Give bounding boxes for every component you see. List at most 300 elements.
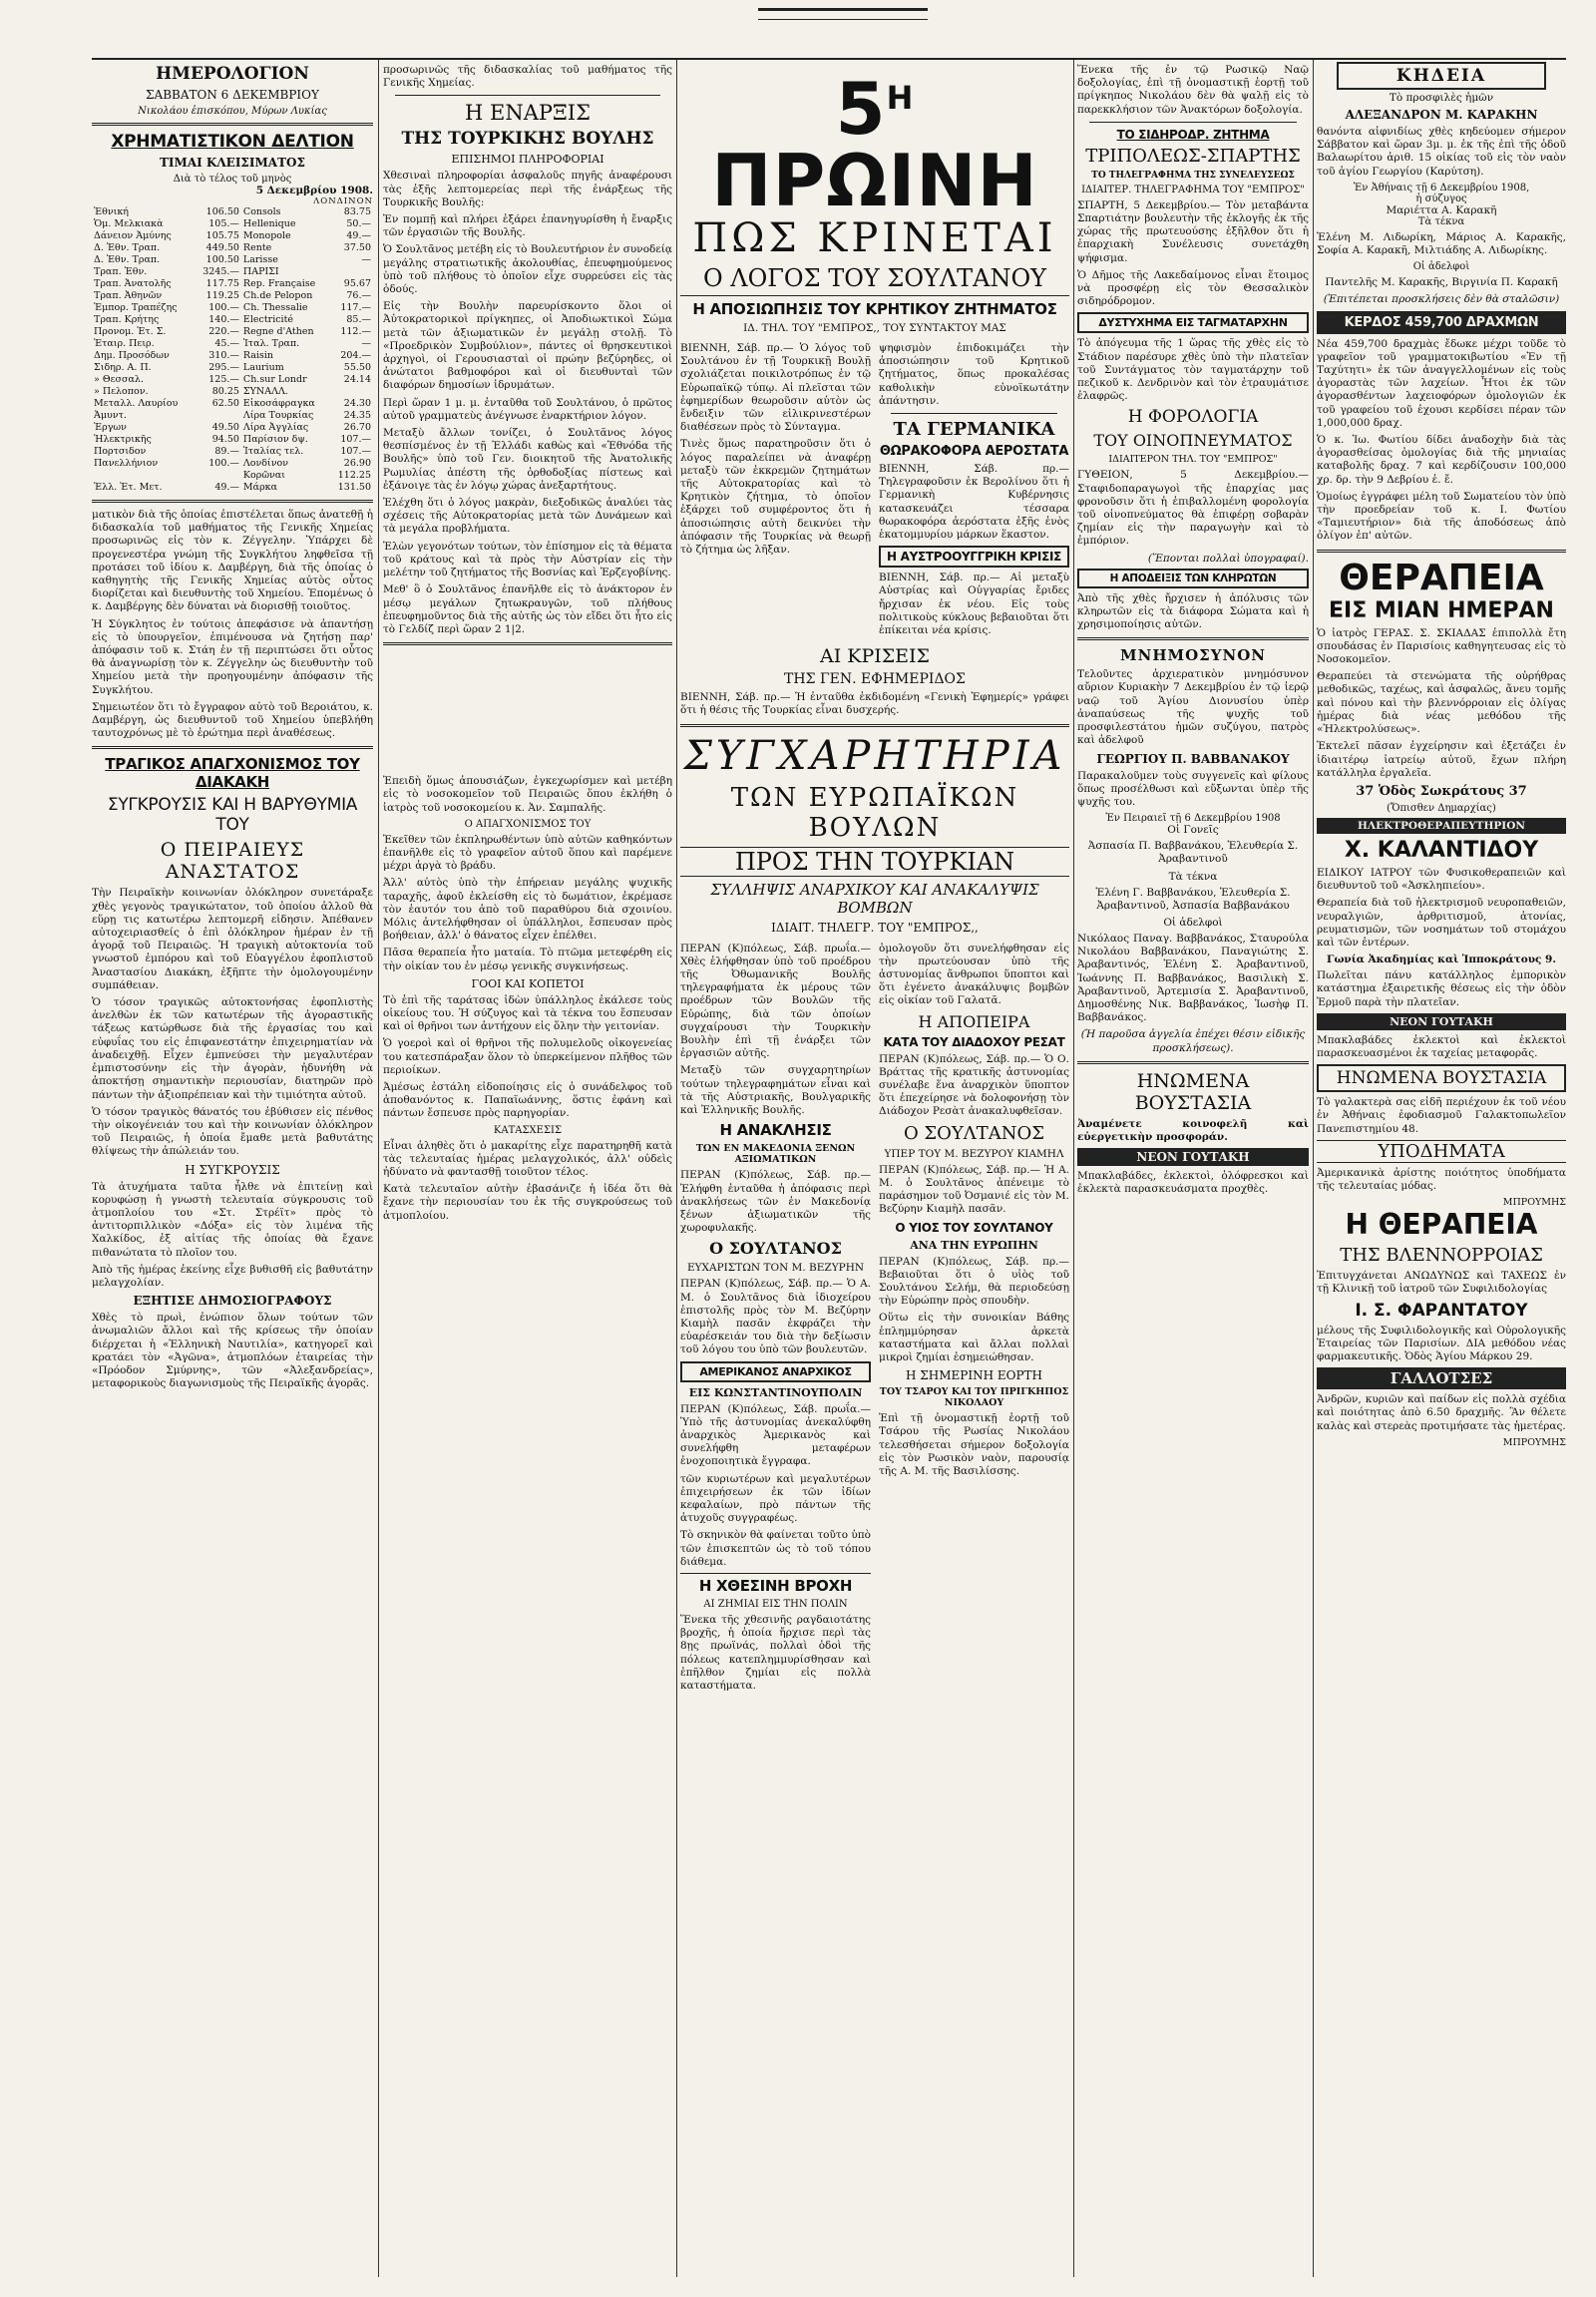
column-3: [680, 60, 1069, 2277]
rate-value: 295.—: [208, 362, 239, 373]
article-text: ΒΙΕΝΝΗ, Σάβ. πρ.— Τηλεγραφοῦσιν ἐκ Βερολίνου ὅτι ἡ Γερμανικὴ Κυβέρνησις κατασκευάζει τέσσαρα θωρακοφόρα ἀερόστατα ἑξῆς ἑνὸς ἑκατομμυρίου μάρκων ἕκαστον.: [879, 463, 1069, 542]
rate-value: 449.50: [205, 242, 239, 253]
rates-row: [92, 242, 373, 254]
rate-label: Ὁμ. Μελκιακὰ: [94, 218, 164, 229]
rates-row: [92, 362, 373, 374]
rates-row: [92, 398, 373, 410]
rates-row: [92, 206, 373, 218]
article-text: Ὁ τόσον τραγικὸς θάνατός του ἐβύθισεν εἰς πένθος τὴν οἰκογένειάν του καὶ τὴν κοινωνίαν ὁλόκληρον τοῦ Πειραιῶς, ἡ ὁποία ἔμαθε μετὰ βαθυτάτης θλίψεως τὴν ἀπώλειάν του.: [92, 1105, 373, 1158]
rate-value: [195, 470, 241, 482]
rates-row: [92, 290, 373, 302]
headline-how-judged: ΠΩΣ ΚΡΙΝΕΤΑΙ: [692, 215, 1057, 261]
article-text: Ὁ γοεροὶ καὶ οἱ θρῆνοι τῆς πολυμελοῦς οἰκογενείας του κατεσπάραξαν ὅλον τὸ ὑπερκείμενον πλῆθος τῶν περιοίκων.: [383, 1037, 672, 1076]
column-5: [1317, 60, 1566, 2277]
edition-suffix: Η: [886, 79, 915, 117]
article-text: Ὁ Σουλτᾶνος μετέβη εἰς τὸ Βουλευτήριον ἐν συνοδείᾳ μεγάλης στρατιωτικῆς ἀκολουθίας, ἐπευφημούμενος ὑπὸ τοῦ πλήθους τὸ ὁποῖον εἶχε συρρεύσει εἰς τὰς ὁδούς.: [383, 243, 672, 296]
rate-value: 85.—: [346, 314, 371, 325]
rate-value: 112.25: [337, 470, 371, 481]
headline-shoes: ΥΠΟΔΗΜΑΤΑ: [1317, 1140, 1566, 1163]
shoes-signature: ΜΠΡΟΥΜΗΣ: [1502, 1197, 1566, 1209]
article-text: ΠΕΡΑΝ (Κ)πόλεως, Σάβ. πρ.— Ὁ Α. Μ. ὁ Σουλτᾶνος διὰ ἰδιοχείρου ἐπιστολῆς πρὸς τὸν Μ. Βεζύρην Κιαμὴλ πασᾶν ἐκφράζει τὴν εὐαρέσκειάν του διὰ τὴν δεξίωσιν τοῦ λόγου του ὑπὸ τῶν βουλευτῶν.: [680, 1278, 871, 1356]
rates-row: [92, 326, 373, 338]
headline-kalantidou: Χ. ΚΑΛΑΝΤΙΔΟΥ: [1344, 837, 1539, 863]
cure-address: 37 Ὁδὸς Σωκράτους 37: [1356, 783, 1527, 799]
article-text: Ὁμοίως ἐγγράφει μέλη τοῦ Σωματείου τὸν ὑπὸ τὴν προεδρείαν τοῦ κ. Ι. Φωτίου «Ταμιευτήριον» διὰ τῆς ἀποδόσεως ἀπὸ ὀλίγον ἐπ' αὐτῶν.: [1317, 490, 1566, 543]
article-text: ὁμολογοῦν ὅτι συνελήφθησαν εἰς τὴν πρωτεύουσαν ὑπὸ τῆς ἀστυνομίας ἄνθρωποι ὕποπτοι καὶ ὅτι ἐγένετο ἀνακάλυψις βομβῶν εἰς οἰκίαν τοῦ Γαλατᾶ.: [879, 942, 1069, 1007]
article-text: Ἕνεκα τῆς ἐν τῷ Ρωσικῷ Ναῷ δοξολογίας, ἐπὶ τῇ ὀνομαστικῇ ἑορτῇ τοῦ πρίγκηπος Νικολάου δὲν θὰ ψαλῇ εἰς τὸ παρεκκλήσιον τῶν Ἀνακτόρων δοξολογία.: [1077, 64, 1309, 116]
subhead-kiamil: ΥΠΕΡ ΤΟΥ Μ. ΒΕΖΥΡΟΥ ΚΙΑΜΗΛ: [884, 1147, 1064, 1160]
divider: [1089, 122, 1297, 123]
article-text: Μεθ' ὃ ὁ Σουλτᾶνος ἐπανῆλθε εἰς τὸ ἀνάκτορον ἐν μέσῳ μεγάλων ζητωκραυγῶν, τοῦ πλήθους ἐπευφημοῦντος διὰ τῆς αὐτῆς ὡς τὸν εἴδει ὅτι ἦτο εἰς τὸ Γελδίζ περὶ ὥραν 2 1|2.: [383, 583, 672, 635]
headline-german: ΤΑ ΓΕΡΜΑΝΙΚΑ: [893, 419, 1055, 441]
article-text: Τὸ ἀπόγευμα τῆς 1 ὥρας τῆς χθὲς εἰς τὸ Στάδιον παρέσυρε χθὲς ὑπὸ τὴν πλατεῖαν τοῦ Συντάγματος τὸν ταγματάρχην τοῦ πεζικοῦ κ. Δενδρινὸν καὶ τὸν ἐτραυμάτισε ἐλαφρῶς.: [1077, 337, 1309, 403]
article-text: Νέα 459,700 δραχμὰς ἔδωκε μέχρι τοῦδε τὸ γραφεῖον τοῦ γραμματοκιβωτίου «Ἐν τῇ Ταχύτητι» ἐκ τῶν ἀναγγελλομένων εἰς τοὺς ἀγοραστὰς τῶν λαχείων. Ἦτοι ἐκ τῶν ἀγορασθέντων λαχειοφόρων ὁμολογιῶν ἐκ τοῦ γραφείου τοῦ ἐχουσι κερδίσει πέραν τῶν 1,000,000 δραχ.: [1317, 337, 1566, 429]
rate-value: 220.—: [208, 326, 239, 337]
rate-label: Rente: [242, 242, 272, 253]
article-text: Ἐλὼν γεγονότων τούτων, τὸν ἐπίσημον εἰς τὰ θέματα τοῦ κράτους καὶ τὰ πρὸς τὴν Αὐστρίαν εἰς τὴν μελέτην τοῦ ζητήματος τῆς Βοσνίας καὶ Ἐρζεγοβίνης.: [383, 540, 672, 579]
rates-table: [92, 206, 373, 494]
article-text: Παρακαλοῦμεν τοὺς συγγενεῖς καὶ φίλους ὅπως προσέλθωσι καὶ εὔξωνται ὑπὲρ τῆς ψυχῆς του.: [1077, 769, 1309, 808]
spacer: [383, 651, 672, 771]
memorial-name: ΓΕΩΡΓΙΟΥ Π. ΒΑΒΒΑΝΑΚΟΥ: [1096, 751, 1290, 766]
rates-row: [92, 434, 373, 446]
rate-value: 62.50: [211, 398, 239, 409]
telegram-credit-3: ΙΔΙΑΙΤΕΡ. ΤΗΛΕΓΡΑΦΗΜΑ ΤΟΥ "ΕΜΠΡΟΣ": [1081, 184, 1305, 195]
divider: [1317, 550, 1566, 553]
article-text: Τὰ ἀτυχήματα ταῦτα ἦλθε νὰ ἐπιτείνῃ καὶ κορυφώσῃ ἡ γνωστὴ τελευταία σύγκρουσις τοῦ ἀτμοπλοίου του «Στ. Στρέϊτ» πρὸς τὸ ἀντιτορπιλλικὸν «Δόξα» εἰς τὸν λιμένα τῆς Χαλκίδος, ἐξ αἰτίας τῆς ὁποίας θὰ ἔχανε πιθανώτατα τὸ πλοῖον του.: [92, 1180, 373, 1259]
article-text: Χθὲς τὸ πρωὶ, ἐνώπιον ὅλων τούτων τῶν ἀνωμαλιῶν ἄλλοι καὶ τῆς κρίσεως τῆν ὁποίαν διέρχεται ἡ «Ἑλληνικὴ Ναυτιλία», κατηγορεῖ καὶ κρατάει τὸν «Ἀγῶνα», ἀτμοπλόων ἐταιρείας τὴν «Πρόοδον Σμύρνης», τῶν «Ἀλεξανδρείας», μεταφορικοὺς διαγωνισμοὺς τῆς Πειραϊκῆς ἀγορᾶς.: [92, 1312, 373, 1390]
article-text: Ἐπὶ τῇ ὀνομαστικῇ ἑορτῇ τοῦ Τσάρου τῆς Ρωσίας Νικολάου τελεσθήσεται σήμερον δοξολογία εἰς τὸν Ρωσικὸν ναὸν, παρουσίᾳ τῆς Α. Μ. τῆς Βασιλίσσης.: [879, 1412, 1069, 1477]
rate-label: Ἀμυντ.: [94, 410, 127, 421]
column-rule: [1073, 60, 1074, 2277]
rate-label: Hellenique: [242, 218, 296, 229]
headline-piraeus: Ο ΠΕΙΡΑΙΕΥΣ ΑΝΑΣΤΑΤΟΣ: [160, 839, 305, 884]
article-text: ΓΥΘΕΙΟΝ, 5 Δεκεμβρίου.— Σταφιδοπαραγωγοὶ τῆς ἐπαρχίας μας φρονοῦσιν ὅτι ἡ ἐπιβαλλομένη φορολογία τοῦ οἰνοπνεύματος θὰ ἐπιφέρῃ σοβαρὰν ζημίαν εἰς τὴν παραγωγὴν καὶ τὸ ἐμπόριον.: [1077, 469, 1309, 548]
rates-row: [92, 338, 373, 350]
rate-label: Τραπ. Ἀθηνῶν: [94, 290, 163, 301]
headline-tax: Η ΦΟΡΟΛΟΓΙΑ: [1127, 407, 1259, 428]
article-text: Μπακλαβάδες ἐκλεκτοὶ καὶ ἐκλεκτοὶ παρασκευασμένοι ἐκ ταχείας μεταφορᾶς.: [1317, 1033, 1566, 1059]
funeral-date: Ἐν Ἀθήναις τῇ 6 Δεκεμβρίου 1908,: [1353, 182, 1530, 193]
article-text: Ἀπὸ τῆς χθὲς ἤρχισεν ἡ ἀπόλυσις τῶν κληρωτῶν εἰς τὰ διάφορα Σώματα καὶ ἡ χρησιμοποίησις αὐτῶν.: [1077, 591, 1309, 631]
rate-value: 95.67: [343, 278, 371, 289]
article-text: ΠΕΡΑΝ (Κ)πόλεως, Σάβ. πρ.— Ἐλήφθη ἐνταῦθα ἡ ἀπόφασις περὶ ἀνακλήσεως τῶν ἐν Μακεδονίᾳ ξένων ἀξιωματικῶν τῆς χωροφυλακῆς.: [680, 1169, 871, 1235]
article-text: Τὸ γαλακτερὰ σας εἰδῆ περιέχουν ἐκ τοῦ νέου ἐν Ἀθήναις ἐφοδιασμοῦ Γαλακτοπωλεῖον Πανεπιστημίου 48.: [1317, 1096, 1566, 1135]
rate-label: Εἰκοσάφραγκα: [242, 398, 315, 409]
article-text: ΕΙΔΙΚΟΥ ΙΑΤΡΟΥ τῶν Φυσικοθεραπειῶν καὶ διευθυντοῦ τοῦ «Ἀσκληπιείου».: [1317, 866, 1566, 893]
article-text: Παντελῆς Μ. Καρακῆς, Βιργινία Π. Καρακῆ: [1325, 276, 1558, 289]
rate-label: Δάνειον Ἀμύνης: [94, 230, 172, 241]
article-text: Ἑλένη Γ. Βαββανάκου, Ἐλευθερία Σ. Ἀραβαντινοῦ, Ἀσπασία Βαββανάκου: [1095, 886, 1291, 912]
headline-european-parliaments: ΤΩΝ ΕΥΡΩΠΑΪΚΩΝ ΒΟΥΛΩΝ: [730, 782, 1019, 843]
market-london-head: ΛΟΝΔΙΝΟΝ: [313, 196, 373, 206]
headline-recall: Η ΑΝΑΚΛΗΣΙΣ: [719, 1121, 832, 1140]
rate-label: Λίρα Τουρκίας: [242, 410, 314, 421]
divider: [680, 724, 1069, 727]
article-text: Κατὰ τελευταῖον αὐτὴν ἐβασάνιζε ἡ ἰδέα ὅτι θὰ ἔχανε τὴν περιουσίαν του ἐκ τῆς συγκρούσεως τοῦ ἀτμοπλοίου.: [383, 1183, 672, 1222]
article-text: Τὴν Πειραϊκὴν κοινωνίαν ὁλόκληρον συνετάραξε χθὲς γεγονὸς τραγικώτατον, τοῦ ὁποίου ἀλλοῦ θὰ εὕρῃ τις κατωτέρω λεπτομερῆ εἰδησιν. Ἀπέθανεν αὐτοχειριασθείς ὁ ἐπὶ ὁλόκληρον ἡμέραν ἐν τῇ ἀγορᾷ τοῦ Πειραιῶς. Ἡ τραγικὴ αὐτοκτονία τοῦ γνωστοῦ ἐμπόρου καὶ τοῦ Εὐαγγέλου ἐφοπλιστοῦ Ἀναστασίου Διακάκη, ἐξῆπτε τὴν ὁμολογουμένην συμπάθειαν.: [92, 887, 373, 991]
article-text: Ἡ Σύγκλητος ἐν τούτοις ἀπεφάσισε νὰ ἀπαντήσῃ εἰς τὸ ὑπουργεῖον, ἐπιμένουσα νὰ ζητήσῃ παρ' ἀπόφασιν τοῦ κ. Στάη ἐν τῇ περιπτώσει ὅτι οὗτος θὰ ἀναγνωρίσῃ τὸν κ. Ζέγγελην ὡς διευθυντὴν τοῦ Χημείου μετὰ τὴν προηγουμένην ἀπόφασιν τῆς Συγκλήτου.: [92, 617, 373, 696]
article-text: Ἕνεκα τῆς χθεσινῆς ραγδαιοτάτης βροχῆς, ἡ ὁποία ἤρχισε περὶ τὰς 8ῃς πρωϊνάς, πολλαὶ ὁδοὶ τῆς πόλεως κατεπλημμυρίσθησαν καὶ ἐπῆλθον ζημίαι εἰς πολλὰ καταστήματα.: [680, 1613, 871, 1692]
article-text: Ἐν πομπῇ καὶ πλήρει ἐξάρει ἐπανηγυρίσθη ἡ ἔναρξις τῶν ἐργασιῶν τῆς Βουλῆς.: [383, 213, 672, 239]
subhead-recall: ΤΩΝ ΕΝ ΜΑΚΕΔΟΝΙΑ ΞΕΝΩΝ ΑΞΙΩΜΑΤΙΚΩΝ: [695, 1143, 856, 1166]
electrotherapy-address: Γωνία Ἀκαδημίας καὶ Ἱπποκράτους 9.: [1326, 954, 1557, 966]
almanac-title: ΗΜΕΡΟΛΟΓΙΟΝ: [156, 64, 309, 84]
rate-value: 117.75: [205, 278, 239, 289]
rate-label: Προνομ. Ἐτ. Σ.: [94, 326, 167, 337]
rate-label: Λίρα Ἀγγλίας: [242, 422, 309, 433]
rate-label: Κορῶναι: [242, 470, 285, 481]
article-text: Τὸ σκηνικὸν θὰ φαίνεται τοῦτο ὑπὸ τῶν ἐπισκεπτῶν ὡς τὸ τοῦ τόπου διάθεμα.: [680, 1529, 871, 1568]
rate-value: 100.—: [208, 458, 239, 469]
column-rule: [1313, 60, 1314, 2277]
rates-row: [92, 302, 373, 314]
article-text: Χθεσιναὶ πληροφορίαι ἀσφαλοῦς πηγῆς ἀναφέρουσι τὰς ἑξῆς λεπτομερείας περὶ τῆς ἐνάρξεως τῆς Τουρκικῆς Βουλῆς:: [383, 170, 672, 208]
article-text: Πωλεῖται πάνυ κατάλληλος ἐμπορικὸν κατάστημα ἐξαιρετικῆς θέσεως εἰς τὴν ὁδὸν Ἑρμοῦ παρὰ τὴν πλατεῖαν.: [1317, 969, 1566, 1008]
subhead-journalists: ΕΞΗΤΙΣΕ ΔΗΜΟΣΙΟΓΡΑΦΟΥΣ: [133, 1294, 332, 1309]
rate-value: —: [361, 254, 371, 265]
headline-cure: ΘΕΡΑΠΕΙΑ: [1339, 557, 1544, 598]
subhead-damage: ΑΙ ΖΗΜΙΑΙ ΕΙΣ ΤΗΝ ΠΟΛΙΝ: [703, 1598, 848, 1610]
divider: [92, 500, 373, 503]
rate-label: Ἐργων: [94, 422, 127, 433]
headline-start: Η ΕΝΑΡΞΙΣ: [465, 101, 591, 126]
rate-label: ΣΥΝΑΛΛ.: [242, 386, 288, 397]
article-text: Ἀπὸ τῆς ἡμέρας ἐκείνης εἶχε βυθισθῆ εἰς βαθυτάτην μελαγχολίαν.: [92, 1263, 373, 1289]
article-text: Μπακλαβάδες, ἐκλεκτοὶ, ὁλόφρεσκοι καὶ ἐκλεκτὰ παρασκευάσματα προχθὲς.: [1077, 1170, 1309, 1196]
subhead-hanging: Ο ΑΠΑΓΧΟΝΙΣΜΟΣ ΤΟΥ: [464, 818, 592, 830]
article-text: ΒΙΕΝΝΗ, Σάβ. πρ.— Αἱ μεταξὺ Αὐστρίας καὶ Οὐγγαρίας ἔριδες ἤρχισαν ἐκ νέου. Εἰς τοὺς πολιτικοὺς κύκλους βεβαιοῦται ὅτι ἐπίκειται νέα κρίσις.: [879, 572, 1069, 637]
article-text: Ὁ τόσον τραγικῶς αὐτοκτονήσας ἐφοπλιστὴς ἀνελθὼν ἐκ τῶν κατωτέρων τῆς ἀγοραστικῆς τάξεως κατώρθωσε διὰ τῆς ἐργασίας του καὶ εὐφυΐας του εἰς ἐπιφανεστάτην ἐπιχειρηματίαν νὰ ἀναδειχθῇ. Εἶχεν ἐμπνεύσει τὴν μεγαλυτέραν ἐμπιστοσύνην εἰς τὴν ἀγορὰν, ἠδυνήθη νὰ ἀποκτήσῃ σημαντικὴν περιουσίαν, διατηρῶν πρὸ πάντων τὴν ἀξιοπρέπειαν καὶ τὴν τιμιότητα αὐτοῦ.: [92, 996, 373, 1101]
article-text: Τινὲς ὅμως παρατηροῦσιν ὅτι ὁ λόγος παραλείπει νὰ ἀναφέρῃ μεταξὺ τῶν ἐκκρεμῶν ζητημάτων τῆς Αὐτοκρατορίας καὶ τὸ Κρητικὸν ζήτημα, τὸ ὁποῖον ἐξάρχει τοῦ συμφέροντος ὅτι ἡ ἀποσιώπησις αὐτὴ δεικνύει τὴν ἀπόφασιν τῆς Τουρκίας νὰ θεωρῇ τὸ ζήτημα ὡς λῆξαν.: [680, 438, 871, 557]
rate-value: 100.—: [208, 302, 239, 313]
rate-label: Λονδίνον: [242, 458, 288, 469]
rates-row: [92, 458, 373, 470]
column-1: [92, 60, 373, 2277]
rate-value: 83.75: [343, 206, 371, 217]
rate-label: Ἠλεκτρικῆς: [94, 434, 152, 445]
article-text: ΠΕΡΑΝ (Κ)πόλεως, Σάβ. πρωΐα.— Χθὲς ἐλήφθησαν ὑπὸ τοῦ προέδρου τῆς Ὀθωμανικῆς Βουλῆς τηλεγραφήματα ἐκ μέρους τῶν προέδρων τῶν Βουλῶν τῆς Εὐρώπης, διὰ τῶν ὁποίων συγχαίρουσι τὴν Τουρκικὴν Βουλὴν ἐπὶ τῇ ἐνάρξει τῶν ἐργασιῶν αὐτῆς.: [680, 942, 871, 1060]
headline-sultan-son: Ο ΥΙΟΣ ΤΟΥ ΣΟΥΛΤΑΝΟΥ: [895, 1220, 1053, 1235]
rate-value: 89.—: [214, 446, 239, 457]
rate-label: Consols: [242, 206, 281, 217]
rate-label: Ch.sur Londr: [242, 374, 307, 385]
rate-value: 24.14: [343, 374, 371, 385]
rate-value: 106.50: [205, 206, 239, 217]
article-text: Πᾶσα θεραπεία ἦτο ματαία. Τὸ πτῶμα μετεφέρθη εἰς τὴν οἰκίαν του ἐν μέσῳ γενικῆς συγκινήσεως.: [383, 947, 672, 972]
rate-label: Παρίσιον δψ.: [242, 434, 308, 445]
rate-label: Τραπ. Ἐθν.: [94, 266, 148, 277]
almanac-saint: Νικολάου ἐπισκόπου, Μύρων Λυκίας: [138, 106, 327, 117]
article-text: Μεταξὺ ἄλλων τονίζει, ὁ Σουλτᾶνος λόγος θεσπίσμένος ἐν τῇ Ἐλλάδι καθὼς καὶ «Ἐθνόδα τῆς Βουλῆς» ὑπὸ τοῦ Γεν. διοικητοῦ τῆς Ἀνατολικῆς Ρωμυλίας ἀπέστη τῆς ὀρθοδοξίας πίστεως καὶ ἐξάνοιγε τὰς ἐν λόγῳ χώρας ἀνεξαρτήτους.: [383, 427, 672, 492]
subhead-feast: ΤΟΥ ΤΣΑΡΟΥ ΚΑΙ ΤΟΥ ΠΡΙΓΚΗΠΟΣ ΝΙΚΟΛΑΟΥ: [879, 1386, 1069, 1409]
telegram-credit-4: ΙΔΙΑΙΤΕΡΟΝ ΤΗΛ. ΤΟΥ "ΕΜΠΡΟΣ": [1108, 454, 1278, 466]
article-text: μέλους τῆς Συφιλιδολογικῆς καὶ Οὐρολογικῆς Ἑταιρείας τῶν Παρισίων. ΔΙΑ μεθόδου νέας φαρμακευτικῆς. Ὁδὸς Ἁγίου Μάρκου 29.: [1317, 1324, 1566, 1362]
divider: [92, 123, 373, 126]
edition-banner: [680, 62, 1069, 222]
article-text: ΒΙΕΝΝΗ, Σάβ. πρ.— Ἡ ἐνταῦθα ἐκδιδομένη «Γενικὴ Ἐφημερίς» γράφει ὅτι ἡ θέσις τῆς Τουρκίας εἶναι δυσχερής.: [680, 691, 1069, 717]
article-text: Οὕτω εἰς τὴν συνοικίαν Βάθης ἐπλημμύρησαν ἀρκετὰ καταστήματα καὶ ἄλλαι πολλαὶ μικροὶ ζημίαι ἐσημειώθησαν.: [879, 1312, 1069, 1363]
headline-congratulations: ΣΥΓΧΑΡΗΤΗΡΙΑ: [683, 732, 1066, 779]
headline-funeral: ΚΗΔΕΙΑ: [1337, 62, 1546, 90]
rate-value: 105.—: [208, 218, 239, 229]
headline-sultan-2: Ο ΣΟΥΛΤΑΝΟΣ: [903, 1122, 1045, 1144]
rate-label: Ἐταιρ. Πειρ.: [94, 338, 155, 349]
headline-conscripts: Η ΑΠΟΔΕΙΞΙΣ ΤΩΝ ΚΛΗΡΩΤΩΝ: [1077, 569, 1309, 588]
subhead-official: ΕΠΙΣΗΜΟΙ ΠΛΗΡΟΦΟΡΙΑΙ: [451, 153, 604, 167]
headline-goutaki: ΝΕΟΝ ΓΟΥΤΑΚΗ: [1077, 1148, 1309, 1166]
divider: [1077, 1061, 1309, 1064]
rate-label: Rep. Française: [242, 278, 316, 289]
headline-clash: ΣΥΓΚΡΟΥΣΙΣ ΚΑΙ Η ΒΑΡΥΘΥΜΙΑ ΤΟΥ: [107, 795, 358, 836]
rate-label: Electricité: [242, 314, 294, 325]
headline-cure-2: Η ΘΕΡΑΠΕΙΑ: [1345, 1208, 1538, 1242]
telegram-credit: ΙΔ. ΤΗΛ. ΤΟΥ "ΕΜΠΡΟΣ,, ΤΟΥ ΣΥΝΤΑΚΤΟΥ ΜΑΣ: [743, 322, 1006, 334]
headline-attempt: Η ΑΠΟΠΕΙΡΑ: [918, 1011, 1030, 1031]
article-text: Ἐλέχθη ὅτι ὁ λόγος μακρὰν, διεξοδικῶς ἀναλύει τὰς σχέσεις τῆς Αὐτοκρατορίας μετὰ τῶν Δυνάμεων καὶ τὰ μεγάλα προβλήματα.: [383, 497, 672, 536]
divider: [1077, 637, 1309, 640]
rate-label: Τραπ. Κρήτης: [94, 314, 160, 325]
rate-value: 107.—: [340, 434, 371, 445]
funeral-children-label: Τὰ τέκνα: [1417, 215, 1465, 227]
rate-value: 49.50: [211, 422, 239, 433]
article-text: ΠΕΡΑΝ (Κ)πόλεως, Σάβ. πρ.— Ὁ Ο. Βράττας τῆς κρατικῆς ἀστυνομίας συνέλαβε ἕνα ἀναρχικὸν ὕποπτον ὅτι ἐπεχείρησε νὰ δολοφονήσῃ τὸν Διάδοχον Ρεσὰτ ἀνακαλυφθεῖσαν.: [879, 1052, 1069, 1118]
rate-value: 24.30: [343, 398, 371, 409]
rate-value: 107.—: [340, 446, 371, 457]
column-rule: [378, 60, 379, 2277]
column-rule: [676, 60, 677, 2277]
article-text: ματικὸν διὰ τῆς ὁποίας ἐπιστέλεται ὅπως ἀνατεθῇ ἡ διδασκαλία τοῦ μαθήματος τῆς Γενικῆς Χημείας προσωρινῶς εἰς τὸν κ. Ζέγγελην. Ὑπάρχει δὲ προγενεστέρα γνώμη τῆς Συγκλήτου ληφθεῖσα τῇ προτάσει τοῦ ἰδίου κ. Δαμβέργη, διὰ τῆς ὁποίας ὁ καθηγητὴς τῆς Γενικῆς Χημείας αὐτὸς οὗτος διορίζεται καὶ διευθυντὴς τοῦ Χημείου. Ἐπομένως ὁ κ. Δαμβέργης δὲν δύναται νὰ διορισθῇ τοιοῦτος.: [92, 509, 373, 613]
rates-row: [92, 410, 373, 422]
rate-value: 49.—: [346, 230, 371, 241]
article-text: Εἰς τὴν Βουλὴν παρευρίσκοντο ὅλοι οἱ Ἀὐτοκρατορικοὶ πρίγκηπες, οἱ Ἀποδιωκτικοὶ Σώμα μετὰ τῶν ἀξιωματικῶν ἐν μεγάλῃ στολῇ. Τὸ «Προεδρικὸν Συμβούλιον», πάντες οἱ θρησκευτικοὶ ἀρχηγοὶ, οἱ Γερουσιασταὶ οἱ πρώην βεζύρηδες, οἱ ἀνώτατοι βαθμοφόροι καὶ οἱ διευθυνταὶ τῶν διαφόρων δημοσίων ἱδρυμάτων.: [383, 300, 672, 392]
market-subtitle: ΤΙΜΑΙ ΚΛΕΙΣΙΜΑΤΟΣ: [160, 156, 305, 170]
rate-label: Raisin: [242, 350, 274, 361]
article-text: προσωρινῶς τῆς διδασκαλίας τοῦ μαθήματος τῆς Γενικῆς Χημείας.: [383, 64, 672, 90]
headline-cretan-silence: Η ΑΠΟΣΙΩΠΗΣΙΣ ΤΟΥ ΚΡΗΤΙΚΟΥ ΖΗΤΗΜΑΤΟΣ: [692, 300, 1057, 318]
rates-row: [92, 350, 373, 362]
rate-value: 26.90: [343, 458, 371, 469]
headline-galoshes: ΓΑΛΛΟΤΣΕΣ: [1317, 1367, 1566, 1389]
article-text: Ἀναμένετε κοινοφελῆ καὶ εὐεργετικὴν προσφοράν.: [1077, 1117, 1309, 1143]
memorial-parents-label: Οἱ Γονεῖς: [1167, 824, 1219, 837]
headline-united-dairies: ΗΝΩΜΕΝΑ ΒΟΥΣΤΑΣΙΑ: [1134, 1069, 1252, 1114]
article-text: Ἐπιτυγχάνεται ΑΝΩΔΥΝΩΣ καὶ ΤΑΧΕΩΣ ἐν τῇ Κλινικῇ τοῦ ἰατροῦ τῶν Συφιλιδολογίας: [1317, 1270, 1566, 1296]
rate-value: 131.50: [337, 482, 371, 493]
article-text: Περὶ ὥραν 1 μ. μ. ἐνταῦθα τοῦ Σουλτάνου, ὁ πρῶτος αὐτοῦ γραμματεὺς ἀνέγνωσε ἐναρκτήριον λόγον.: [383, 396, 672, 422]
rate-value: 49.—: [214, 482, 239, 493]
rate-value: 76.—: [346, 290, 371, 301]
market-subtitle-2: Διὰ τὸ τέλος τοῦ μηνὸς: [173, 174, 292, 185]
rate-label: Ch.de Pelopon: [242, 290, 313, 301]
subhead-clash: Η ΣΥΓΚΡΟΥΣΙΣ: [185, 1162, 280, 1177]
two-col-block-2: [680, 939, 1069, 1698]
rate-label: ΠΑΡΙΣΙ: [242, 266, 279, 277]
rate-value: 100.50: [205, 254, 239, 265]
article-text: Ἑλένη Μ. Λιδωρίκη, Μάριος Α. Καρακῆς, Σοφία Α. Καρακῆ, Μιλτιάδης Α. Λιδωρίκης.: [1317, 230, 1566, 257]
rate-value: 105.75: [205, 230, 239, 241]
rate-value: 310.—: [208, 350, 239, 361]
headline-major-accident: ΔΥΣΤΥΧΗΜΑ ΕΙΣ ΤΑΓΜΑΤΑΡΧΗΝ: [1077, 312, 1309, 333]
headline-prize: ΚΕΡΔΟΣ 459,700 ΔΡΑΧΜΩΝ: [1317, 311, 1566, 334]
article-text: ΒΙΕΝΝΗ, Σάβ. πρ.— Ὁ λόγος τοῦ Σουλτάνου ἐν τῇ Τουρκικῇ Βουλῇ σχολιάζεται ποικιλοτρόπως ἐν τῷ Εὐρωπαϊκῷ τύπῳ. Αἱ πλεῖσται τῶν ἐφημερίδων θεωροῦσιν αὐτὸν ὡς ἔνδειξιν τῶν εἰλικρινεστέρων διαθέσεων πρὸς τὸ Σύνταγμα.: [680, 342, 871, 434]
market-title: ΧΡΗΜΑΤΙΣΤΙΚΟΝ ΔΕΛΤΙΟΝ: [111, 132, 354, 152]
rate-label: Δ. Ἐθν. Τραπ.: [94, 242, 161, 253]
article-text: Ἐπειδὴ ὅμως ἀπουσιάζων, ἐγκεχωρίσμεν καὶ μετέβη εἰς τὸ νοσοκομεῖον τοῦ Πειραιῶς ὅπου ἐκλήθη ὁ ἰατρὸς τοῦ νοσοκομείου κ. Ἀν. Σαμπαλῆς.: [383, 775, 672, 814]
headline-gonorrhea: ΤΗΣ ΒΛΕΝΝΟΡΡΟΙΑΣ: [1340, 1245, 1543, 1267]
telegram-credit-2: ΙΔΙΑΙΤ. ΤΗΛΕΓΡ. ΤΟΥ "ΕΜΠΡΟΣ,,: [771, 920, 979, 935]
article-text: ΠΕΡΑΝ (Κ)πόλεως, Σάβ. πρωΐα.— Ὑπὸ τῆς ἀστυνομίας ἀνεκαλύφθη ἀναρχικὸς Ἀμερικανὸς καὶ συνελήφθη μεταφέρων ἐνοχοποιητικὰ ἔγγραφα.: [680, 1402, 871, 1468]
headline-suicide: ΤΡΑΓΙΚΟΣ ΑΠΑΓΧΟΝΙΣΜΟΣ ΤΟΥ ΔΙΑΚΑΚΗ: [105, 755, 360, 792]
article-text: Τελοῦντες ἀρχιερατικὸν μνημόσυνον αὔριον Κυριακὴν 7 Δεκεμβρίου ἐν τῷ ἱερῷ ναῷ τοῦ Ἁγίου Διονυσίου ὑπὲρ ἀναπαύσεως τῆς ψυχῆς τοῦ προσφιλεστάτου ἡμῶν συζύγου, πατρὸς καὶ ἀδελφοῦ: [1077, 668, 1309, 747]
rates-row: [92, 218, 373, 230]
article-text: Ἀσπασία Π. Βαββανάκου, Ἐλευθερία Σ. Ἀραβαντινοῦ: [1087, 840, 1299, 866]
headline-rain: Η ΧΘΕΣΙΝΗ ΒΡΟΧΗ: [680, 1573, 871, 1595]
headline-american-anarchist: ΑΜΕΡΙΚΑΝΟΣ ΑΝΑΡΧΙΚΟΣ: [680, 1361, 871, 1382]
rate-value: 117.—: [340, 302, 371, 313]
cure-address-note: (Ὄπισθεν Δημαρχίας): [1387, 802, 1496, 814]
divider: [891, 413, 1057, 414]
rate-value: 45.—: [214, 338, 239, 349]
headline-spirits: ΤΟΥ ΟΙΝΟΠΝΕΥΜΑΤΟΣ: [1093, 431, 1293, 451]
headline-united-dairies-2: ΗΝΩΜΕΝΑ ΒΟΥΣΤΑΣΙΑ: [1317, 1064, 1566, 1092]
article-text: Τὸ ἐπὶ τῆς ταράτσας ἰδὼν ὑπάλληλος ἐκάλεσε τοὺς οἰκείους του. Ἡ σύζυγος καὶ τὰ τέκνα του ἔσπευσαν καὶ οἱ θρῆνοι των ἀντήχουν εἰς ὅλην τὴν γειτονίαν.: [383, 993, 672, 1033]
subhead-assembly-telegram: ΤΟ ΤΗΛΕΓΡΑΦΗΜΑ ΤΗΣ ΣΥΝΕΛΕΥΣΕΩΣ: [1091, 170, 1295, 181]
rate-label: Monopole: [242, 230, 291, 241]
article-text: ΣΠΑΡΤΗ, 5 Δεκεμβρίου.— Τὸν μεταβάντα Σπαρτιάτην βουλευτὴν τῆς ἐκλογῆς ἐκ τῆς χώρας τῆς πρωτευούσης ἐξῆλθον ὅτι ἡ ἐπαρχιακὴ Συνέλευσις συνετάχθη ψήφισμα.: [1077, 198, 1309, 264]
article-text: Σημειωτέον ὅτι τὸ ἔγγραφον αὐτὸ τοῦ Βεροιάτου, κ. Δαμβέργη, ὡς διευθυντοῦ τοῦ Χημείου ὑπεβλήθη ταυτοχρόνως μὲ τὸ ἐρώτημα περὶ ἀναθέσεως.: [92, 700, 373, 740]
rate-label: Τραπ. Ἀνατολῆς: [94, 278, 172, 289]
headline-crises: ΑΙ ΚΡΙΣΕΙΣ: [820, 645, 930, 668]
article-text: Εἶναι ἀληθὲς ὅτι ὁ μακαρίτης εἶχε παρατηρηθῆ κατὰ τὰς τελευταίας ἡμέρας μελαγχολικός, ἀλλ' οὐδεὶς ἠδύνατο νὰ φαντασθῇ τοιοῦτον τέλος.: [383, 1139, 672, 1178]
rate-value: [195, 410, 241, 422]
article-text: Ὁ κ. Ἰω. Φωτίου δίδει ἀναδοχὴν διὰ τὰς ἀγορασθείσας ὁμολογίας διὰ τῆς μηνιαίας καταβολῆς δραχ. 7 καὶ κερδίζουσιν 100,000 χρ. δρ. τὴν 9 Δεβρίου ἐ. ἔ.: [1317, 434, 1566, 486]
funeral-wife: Μαριέττα Α. Καρακῆ: [1386, 203, 1497, 216]
rate-value: 119.25: [205, 290, 239, 301]
subhead-europe: ΑΝΑ ΤΗΝ ΕΥΡΩΠΗΝ: [910, 1238, 1038, 1252]
article-text: Ἐκτελεῖ πᾶσαν ἐγχείρησιν καὶ ἐξετάζει ἐν ἰδιαιτέρῳ ἰατρείῳ αὐτοῦ, ἔχων πλήρη κατάλληλα ἐργαλεῖα.: [1317, 740, 1566, 779]
rate-value: [330, 266, 373, 278]
rate-value: 140.—: [208, 314, 239, 325]
rate-label: Laurium: [242, 362, 284, 373]
article-text: (Ἐπιτέπεται προσκλήσεις δὲν θὰ σταλῶσιν): [1323, 293, 1560, 306]
rate-value: 55.50: [343, 362, 371, 373]
rate-label: Δημ. Προσόδων: [94, 350, 170, 361]
article-text: Ἐκεῖθεν τῶν ἐκπληρωθέντων ὑπὸ αὐτῶν καθηκόντων ἐπανῆλθε εἰς τὸ γραφεῖον αὐτοῦ ὅπου καὶ παρέμενε μέχρι ἀργὰ τὸ βράδυ.: [383, 833, 672, 873]
headline-armored-balloons: ΘΩΡΑΚΟΦΟΡΑ ΑΕΡΟΣΤΑΤΑ: [879, 444, 1069, 460]
divider: [92, 746, 373, 749]
almanac-day: ΣΑΒΒΑΤΟΝ 6 ΔΕΚΕΜΒΡΙΟΥ: [146, 88, 319, 102]
rate-label: Larisse: [242, 254, 278, 265]
memorial-children-label: Τὰ τέκνα: [1168, 870, 1218, 883]
rate-label: Ἐμπορ. Τραπέζης: [94, 302, 178, 313]
edition-number: 5: [835, 67, 887, 151]
article-text: ψηφισμὸν ἐπιδοκιμάζει τὴν ἀποσιώπησιν τοῦ Κρητικοῦ ζητήματος, ὅπως προκαλέσας καθολικὴν εὐνοϊκωτάτην ἀπάντησιν.: [879, 342, 1069, 407]
article-text: θανόντα αἰφνιδίως χθὲς κηδεύομεν σήμερον Σάββατον καὶ ὥραν 3μ. μ. ἐκ τῆς ἐπὶ τῆς ὁδοῦ Βαλαωρίτου ἀριθ. 15 οἰκίας τοῦ εἰς τὸν ναὸν τοῦ ἁγίου Γεωργίου (Καρύτση).: [1317, 126, 1566, 178]
rate-label: Πανελλήνιον: [94, 458, 159, 469]
rate-value: 3245.—: [202, 266, 239, 277]
rate-label: Πορτσιδον: [94, 446, 147, 457]
headline-sultan: Ο ΣΟΥΛΤΑΝΟΣ: [709, 1239, 842, 1259]
rate-label: Ἐλλ. Ἐτ. Μετ.: [94, 482, 163, 493]
rate-label: Μεταλλ. Λαυρίου: [94, 398, 179, 409]
rates-row: [92, 446, 373, 458]
rate-value: 204.—: [340, 350, 371, 361]
headline-turkish-parliament: ΤΗΣ ΤΟΥΡΚΙΚΗΣ ΒΟΥΛΗΣ: [401, 129, 654, 150]
rate-value: 50.—: [346, 218, 371, 229]
article-text: Ἀνδρῶν, κυριῶν καὶ παίδων εἰς πολλὰ σχέδια καὶ ποιότητας ἀπὸ 6.50 δραχμῆς. Ἂν θέλετε καλὰς καὶ στερεὰς προτιμήσατε τὰς ἡμετέρας.: [1317, 1393, 1566, 1432]
rate-label: Σιδηρ. Α. Π.: [94, 362, 152, 373]
divider: [395, 95, 660, 96]
article-text: ΠΕΡΑΝ (Κ)πόλεως, Σάβ. πρ.— Βεβαιοῦται ὅτι ὁ υἱὸς τοῦ Σουλτάνου Σελήμ, θὰ περιοδεύσῃ τὴν Εὐρώπην πρὸς σπουδὴν.: [879, 1255, 1069, 1308]
headline-press: ΤΗΣ ΓΕΝ. ΕΦΗΜΕΡΙΔΟΣ: [784, 671, 966, 688]
article-text: Ἀλλ' αὐτὸς ὑπὸ τὴν ἐπήρειαν μεγάλης ψυχικῆς ταραχῆς, ἀφοῦ ἐκλείσθη εἰς τὸ δωμάτιον, ἐκρέμασε τὸν ἑαυτόν του ἀπὸ τοῦ παραθύρου διὰ σχοινίου. Μόλις ἀντελήφθησαν οἱ ὑπάλληλοι, ἔσπευσαν πρὸς βοήθειαν, ἀλλ' ὁ θάνατος εἶχεν ἐπέλθει.: [383, 877, 672, 943]
signature-note: (Ἕπονται πολλαὶ ὑπογραφαί).: [1147, 552, 1309, 565]
memorial-date: Ἐν Πειραιεῖ τῇ 6 Δεκεμβρίου 1908: [1105, 813, 1281, 825]
headline-goutaki-2: ΝΕΟΝ ΓΟΥΤΑΚΗ: [1317, 1013, 1566, 1030]
rates-row: [92, 374, 373, 386]
column-2: [383, 60, 672, 2277]
subhead-thanks-vizier: ΕΥΧΑΡΙΣΤΩΝ ΤΟΝ Μ. ΒΕΖΥΡΗΝ: [686, 1262, 865, 1275]
article-text: Θεραπεύει τὰ στενώματα τῆς οὐρήθρας μεθοδικῶς, ταχέως, καὶ ἀσφαλῶς, ἄνευ τομῆς καὶ πόνου καὶ τὴν βλεννόρροιαν εἰς ὀλίγας ἡμέρας διὰ νέας μεθόδου τῆς «Ἠλεκτρολύσεως».: [1317, 670, 1566, 736]
subhead-heir: ΚΑΤΑ ΤΟΥ ΔΙΑΔΟΧΟΥ ΡΕΣΑΤ: [883, 1034, 1065, 1049]
article-text: ΠΕΡΑΝ (Κ)πόλεως, Σάβ. πρ.— Ἡ Α. Μ. ὁ Σουλτᾶνος ἀπένειμε τὸ παράσημον τοῦ Ὀσμανιέ εἰς τὸν Μ. Βεζύρην Κιαμὴλ πασᾶν.: [879, 1163, 1069, 1216]
article-text: Ὁ ἰατρὸς ΓΕΡΑΣ. Σ. ΣΚΙΑΔΑΣ ἐπιπολλὰ ἔτη σπουδάσας ἐν Παρισίοις καθηγητευσας εἰς τὸ Νοσοκομεῖον.: [1317, 626, 1566, 666]
column-4: [1077, 60, 1309, 2277]
rates-row: [92, 314, 373, 326]
rates-row: [92, 278, 373, 290]
subhead-constantinople: ΕΙΣ ΚΩΝΣΤΑΝΤΙΝΟΥΠΟΛΙΝ: [688, 1385, 863, 1399]
rate-value: 37.50: [343, 242, 371, 253]
rates-row: [92, 422, 373, 434]
headline-feast: Η ΣΗΜΕΡΙΝΗ ΕΟΡΤΗ: [905, 1368, 1042, 1383]
article-text: (Ἡ παροῦσα ἀγγελία ἐπέχει θέσιν εἰδικῆς προσκλήσεως).: [1080, 1028, 1306, 1054]
article-text: τῶν κυριωτέρων καὶ μεγαλυτέρων ἐπιχειρήσεων ἐκ τῶν ἰδίων κεφαλαίων, πρὸ πάντων τῆς ἀτυχοῦς συγγραφέως.: [680, 1472, 871, 1525]
article-text: Μεταξὺ τῶν συγχαρητηρίων τούτων τηλεγραφημάτων εἶναι καὶ τὰ τῆς Αὐστριακῆς, Βουλγαρικῆς καὶ Ἑλληνικῆς Βουλῆς.: [680, 1064, 871, 1117]
funeral-siblings-label: Οἱ ἀδελφοὶ: [1412, 261, 1470, 273]
rate-label: » Πελοπον.: [94, 386, 149, 397]
rate-label: Ἰταλ. Τραπ.: [242, 338, 300, 349]
article-text: Ἀμέσως ἐστάλη εἰδοποίησις εἰς ὁ συνάδελφος τοῦ ἀποθανόντος κ. Παπαϊωάννης, ὅστις ἐφάνη καὶ πάντων ἔσπευσε πρὸς παρηγορίαν.: [383, 1080, 672, 1120]
article-text: Ἀμερικανικὰ ἀρίστης ποιότητος ὑποδήματα τῆς τελευταίας μόδας.: [1317, 1166, 1566, 1192]
headline-memorial: ΜΝΗΜΟΣΥΝΟΝ: [1120, 646, 1266, 665]
divider: [383, 642, 672, 645]
rates-row: [92, 470, 373, 482]
headline-tripoli-sparta: ΤΡΙΠΟΛΕΩΣ-ΣΠΑΡΤΗΣ: [1085, 145, 1301, 167]
subhead-sobs: ΓΟΟΙ ΚΑΙ ΚΟΠΕΤΟΙ: [471, 976, 585, 990]
article-text: Θεραπεία διὰ τοῦ ἠλεκτρισμοῦ νευροπαθειῶν, νευραλγιῶν, ἀρθριτισμοῦ, ἀτονίας, ρευματισμῶν, τῶν νοσημάτων τοῦ στομάχου καὶ τῶν ἐντέρων.: [1317, 897, 1566, 949]
article-text: Ὁ Δῆμος τῆς Λακεδαίμονος εἶναι ἕτοιμος νὰ προσφέρῃ εἰς τὸν Θεσσαλικὸν σιδηρόδρομον.: [1077, 268, 1309, 308]
rate-value: 26.70: [343, 422, 371, 433]
headline-toward-turkey: ΠΡΟΣ ΤΗΝ ΤΟΥΡΚΙΑΝ: [680, 847, 1069, 877]
memorial-siblings-label: Οἱ ἀδελφοὶ: [1163, 916, 1223, 929]
rates-row: [92, 266, 373, 278]
rate-value: 80.25: [211, 386, 239, 397]
rate-value: 125.—: [208, 374, 239, 385]
funeral-intro: Τὸ προσφιλὲς ἡμῶν: [1389, 92, 1494, 104]
funeral-name: ΑΛΕΞΑΝΔΡΟΝ Μ. ΚΑΡΑΚΗΝ: [1345, 108, 1538, 122]
rates-row: [92, 386, 373, 398]
rate-label: Ch. Thessalie: [242, 302, 308, 313]
rates-row: [92, 254, 373, 266]
rate-label: » Θεσσαλ.: [94, 374, 144, 385]
rate-value: 112.—: [340, 326, 371, 337]
rate-label: Regne d'Athen: [242, 326, 314, 337]
headline-one-day: ΕΙΣ ΜΙΑΝ ΗΜΕΡΑΝ: [1329, 597, 1554, 623]
headline-farantatou: Ι. Σ. ΦΑΡΑΝΤΑΤΟΥ: [1355, 1300, 1528, 1321]
edition-word: ΠΡΩΙΝΗ: [711, 139, 1038, 222]
rate-label: Ἐθνική: [94, 206, 129, 217]
